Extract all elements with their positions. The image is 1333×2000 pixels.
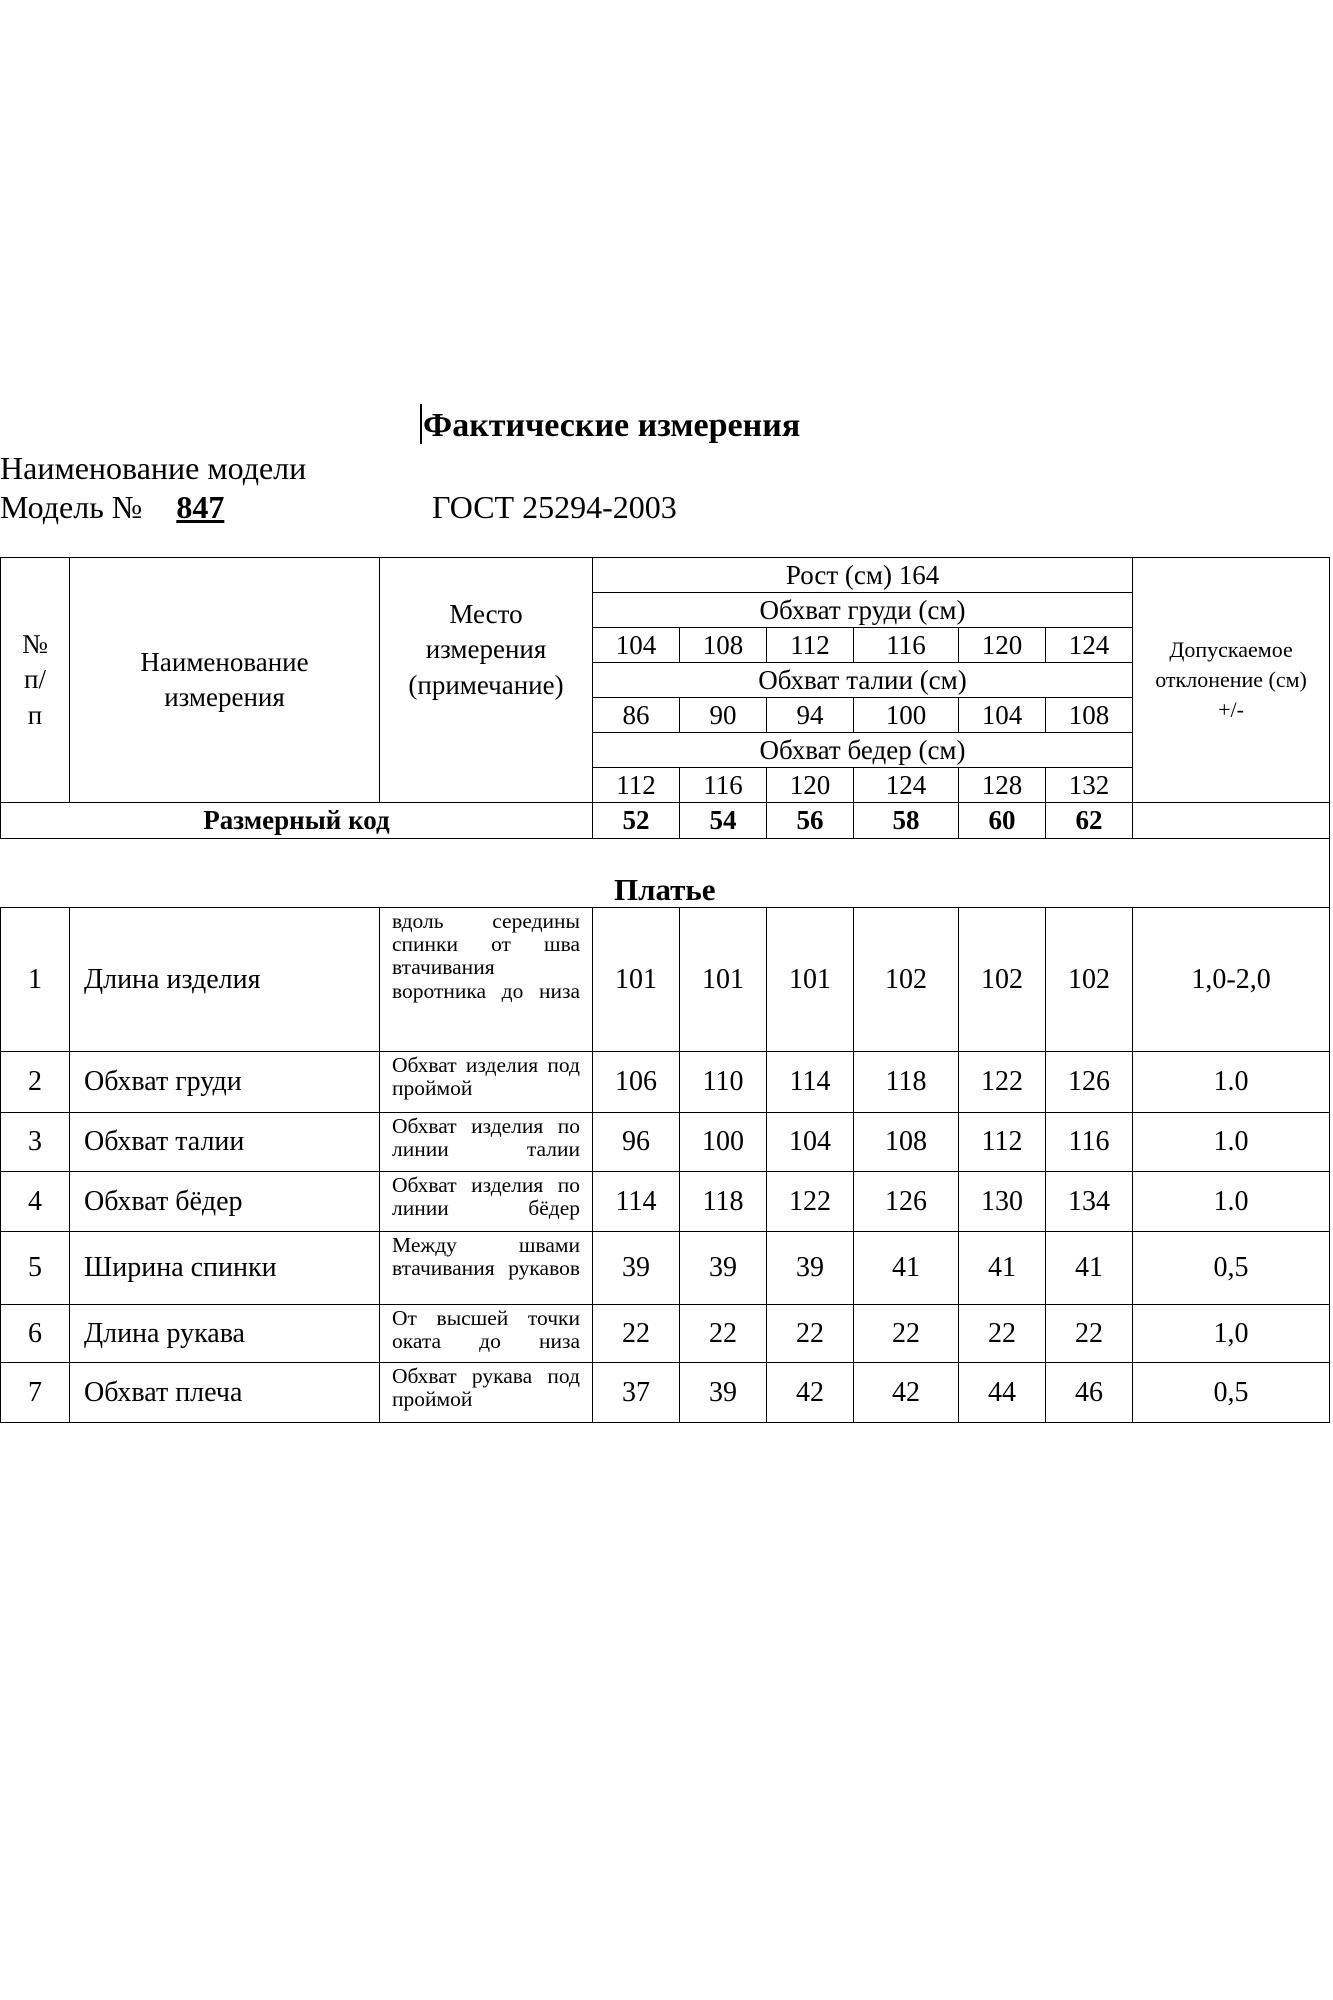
row-value: 22 xyxy=(680,1305,767,1363)
row-note: Обхват изделия по линии талии xyxy=(380,1113,593,1172)
row-value: 46 xyxy=(1046,1363,1133,1423)
chest-value: 120 xyxy=(959,628,1046,663)
header-tolerance: Допускаемое отклонение (см) +/- xyxy=(1133,558,1330,803)
waist-value: 108 xyxy=(1046,698,1133,733)
row-value: 44 xyxy=(959,1363,1046,1423)
row-note: Обхват изделия по линии бёдер xyxy=(380,1172,593,1232)
hips-value: 124 xyxy=(854,768,959,803)
row-note: От высшей точки оката до низа xyxy=(380,1305,593,1363)
section-title: Платье xyxy=(1,839,1330,908)
section-row xyxy=(1,839,1330,908)
chest-value: 112 xyxy=(767,628,854,663)
row-tolerance: 0,5 xyxy=(1133,1232,1330,1305)
row-value: 102 xyxy=(1046,908,1133,1052)
size-code-empty xyxy=(1133,803,1330,839)
row-value: 118 xyxy=(680,1172,767,1232)
row-value: 22 xyxy=(959,1305,1046,1363)
row-number: 5 xyxy=(1,1232,70,1305)
header-height: Рост (см) 164 xyxy=(593,558,1133,593)
size-code-row xyxy=(1,803,1330,839)
page-title xyxy=(420,404,800,445)
row-value: 101 xyxy=(767,908,854,1052)
gost-standard: ГОСТ 25294-2003 xyxy=(432,489,677,525)
row-name: Обхват плеча xyxy=(70,1363,380,1423)
hips-value: 120 xyxy=(767,768,854,803)
row-tolerance: 1.0 xyxy=(1133,1052,1330,1113)
row-value: 118 xyxy=(854,1052,959,1113)
header-row-height xyxy=(1,558,1330,593)
model-name-label: Наименование модели xyxy=(0,450,307,486)
row-value: 112 xyxy=(959,1113,1046,1172)
table-row xyxy=(1,1363,1330,1423)
row-value: 22 xyxy=(593,1305,680,1363)
size-code-label: Размерный код xyxy=(1,803,593,839)
hips-value: 128 xyxy=(959,768,1046,803)
size-code: 62 xyxy=(1046,803,1133,839)
row-tolerance: 0,5 xyxy=(1133,1363,1330,1423)
row-value: 104 xyxy=(767,1113,854,1172)
row-value: 126 xyxy=(1046,1052,1133,1113)
row-value: 101 xyxy=(680,908,767,1052)
hips-value: 116 xyxy=(680,768,767,803)
row-value: 42 xyxy=(854,1363,959,1423)
header-chest: Обхват груди (см) xyxy=(593,593,1133,628)
row-tolerance: 1,0-2,0 xyxy=(1133,908,1330,1052)
row-value: 41 xyxy=(1046,1232,1133,1305)
model-number-line xyxy=(0,489,234,526)
header-name: Наименование измерения xyxy=(70,558,380,803)
row-number: 7 xyxy=(1,1363,70,1423)
header-place: Место измерения (примечание) xyxy=(380,558,593,803)
row-value: 96 xyxy=(593,1113,680,1172)
row-value: 122 xyxy=(959,1052,1046,1113)
header-hips: Обхват бедер (см) xyxy=(593,733,1133,768)
row-tolerance: 1.0 xyxy=(1133,1172,1330,1232)
row-value: 39 xyxy=(767,1232,854,1305)
row-number: 4 xyxy=(1,1172,70,1232)
waist-value: 86 xyxy=(593,698,680,733)
size-code: 60 xyxy=(959,803,1046,839)
row-value: 108 xyxy=(854,1113,959,1172)
row-value: 37 xyxy=(593,1363,680,1423)
row-value: 42 xyxy=(767,1363,854,1423)
model-number: 847 xyxy=(176,489,225,525)
row-note: Обхват рукава под проймой xyxy=(380,1363,593,1423)
row-value: 39 xyxy=(593,1232,680,1305)
hips-value: 112 xyxy=(593,768,680,803)
hips-value: 132 xyxy=(1046,768,1133,803)
row-value: 22 xyxy=(767,1305,854,1363)
header-no: № п/п xyxy=(1,558,70,803)
chest-value: 104 xyxy=(593,628,680,663)
size-code: 58 xyxy=(854,803,959,839)
chest-value: 108 xyxy=(680,628,767,663)
row-value: 130 xyxy=(959,1172,1046,1232)
text-cursor xyxy=(420,404,422,444)
chest-value: 124 xyxy=(1046,628,1133,663)
size-code: 56 xyxy=(767,803,854,839)
row-tolerance: 1.0 xyxy=(1133,1113,1330,1172)
row-value: 134 xyxy=(1046,1172,1133,1232)
row-value: 102 xyxy=(854,908,959,1052)
row-value: 102 xyxy=(959,908,1046,1052)
row-value: 22 xyxy=(1046,1305,1133,1363)
title-text: Фактические измерения xyxy=(423,407,801,444)
row-value: 106 xyxy=(593,1052,680,1113)
row-value: 22 xyxy=(854,1305,959,1363)
table-row xyxy=(1,1305,1330,1363)
header-waist: Обхват талии (см) xyxy=(593,663,1133,698)
row-number: 2 xyxy=(1,1052,70,1113)
row-name: Длина рукава xyxy=(70,1305,380,1363)
row-value: 100 xyxy=(680,1113,767,1172)
row-number: 6 xyxy=(1,1305,70,1363)
chest-value: 116 xyxy=(854,628,959,663)
row-name: Длина изделия xyxy=(70,908,380,1052)
table-row xyxy=(1,1052,1330,1113)
row-value: 126 xyxy=(854,1172,959,1232)
model-number-label: Модель № xyxy=(0,489,143,525)
waist-value: 100 xyxy=(854,698,959,733)
row-value: 41 xyxy=(959,1232,1046,1305)
row-tolerance: 1,0 xyxy=(1133,1305,1330,1363)
row-name: Ширина спинки xyxy=(70,1232,380,1305)
row-note: Обхват изделия под проймой xyxy=(380,1052,593,1113)
row-name: Обхват груди xyxy=(70,1052,380,1113)
row-value: 39 xyxy=(680,1363,767,1423)
waist-value: 104 xyxy=(959,698,1046,733)
row-name: Обхват талии xyxy=(70,1113,380,1172)
row-value: 110 xyxy=(680,1052,767,1113)
row-value: 116 xyxy=(1046,1113,1133,1172)
row-note: Между швами втачивания рукавов xyxy=(380,1232,593,1305)
row-number: 1 xyxy=(1,908,70,1052)
table-row xyxy=(1,1232,1330,1305)
row-value: 39 xyxy=(680,1232,767,1305)
row-name: Обхват бёдер xyxy=(70,1172,380,1232)
row-value: 101 xyxy=(593,908,680,1052)
row-number: 3 xyxy=(1,1113,70,1172)
table-row xyxy=(1,908,1330,1052)
row-note: вдоль середины спинки от шва втачивания воротника до низа xyxy=(380,908,593,1052)
row-value: 114 xyxy=(593,1172,680,1232)
table-row xyxy=(1,1113,1330,1172)
size-code: 54 xyxy=(680,803,767,839)
size-code: 52 xyxy=(593,803,680,839)
waist-value: 90 xyxy=(680,698,767,733)
row-value: 114 xyxy=(767,1052,854,1113)
row-value: 122 xyxy=(767,1172,854,1232)
row-value: 41 xyxy=(854,1232,959,1305)
measurements-table xyxy=(0,557,1330,1423)
waist-value: 94 xyxy=(767,698,854,733)
table-row xyxy=(1,1172,1330,1232)
